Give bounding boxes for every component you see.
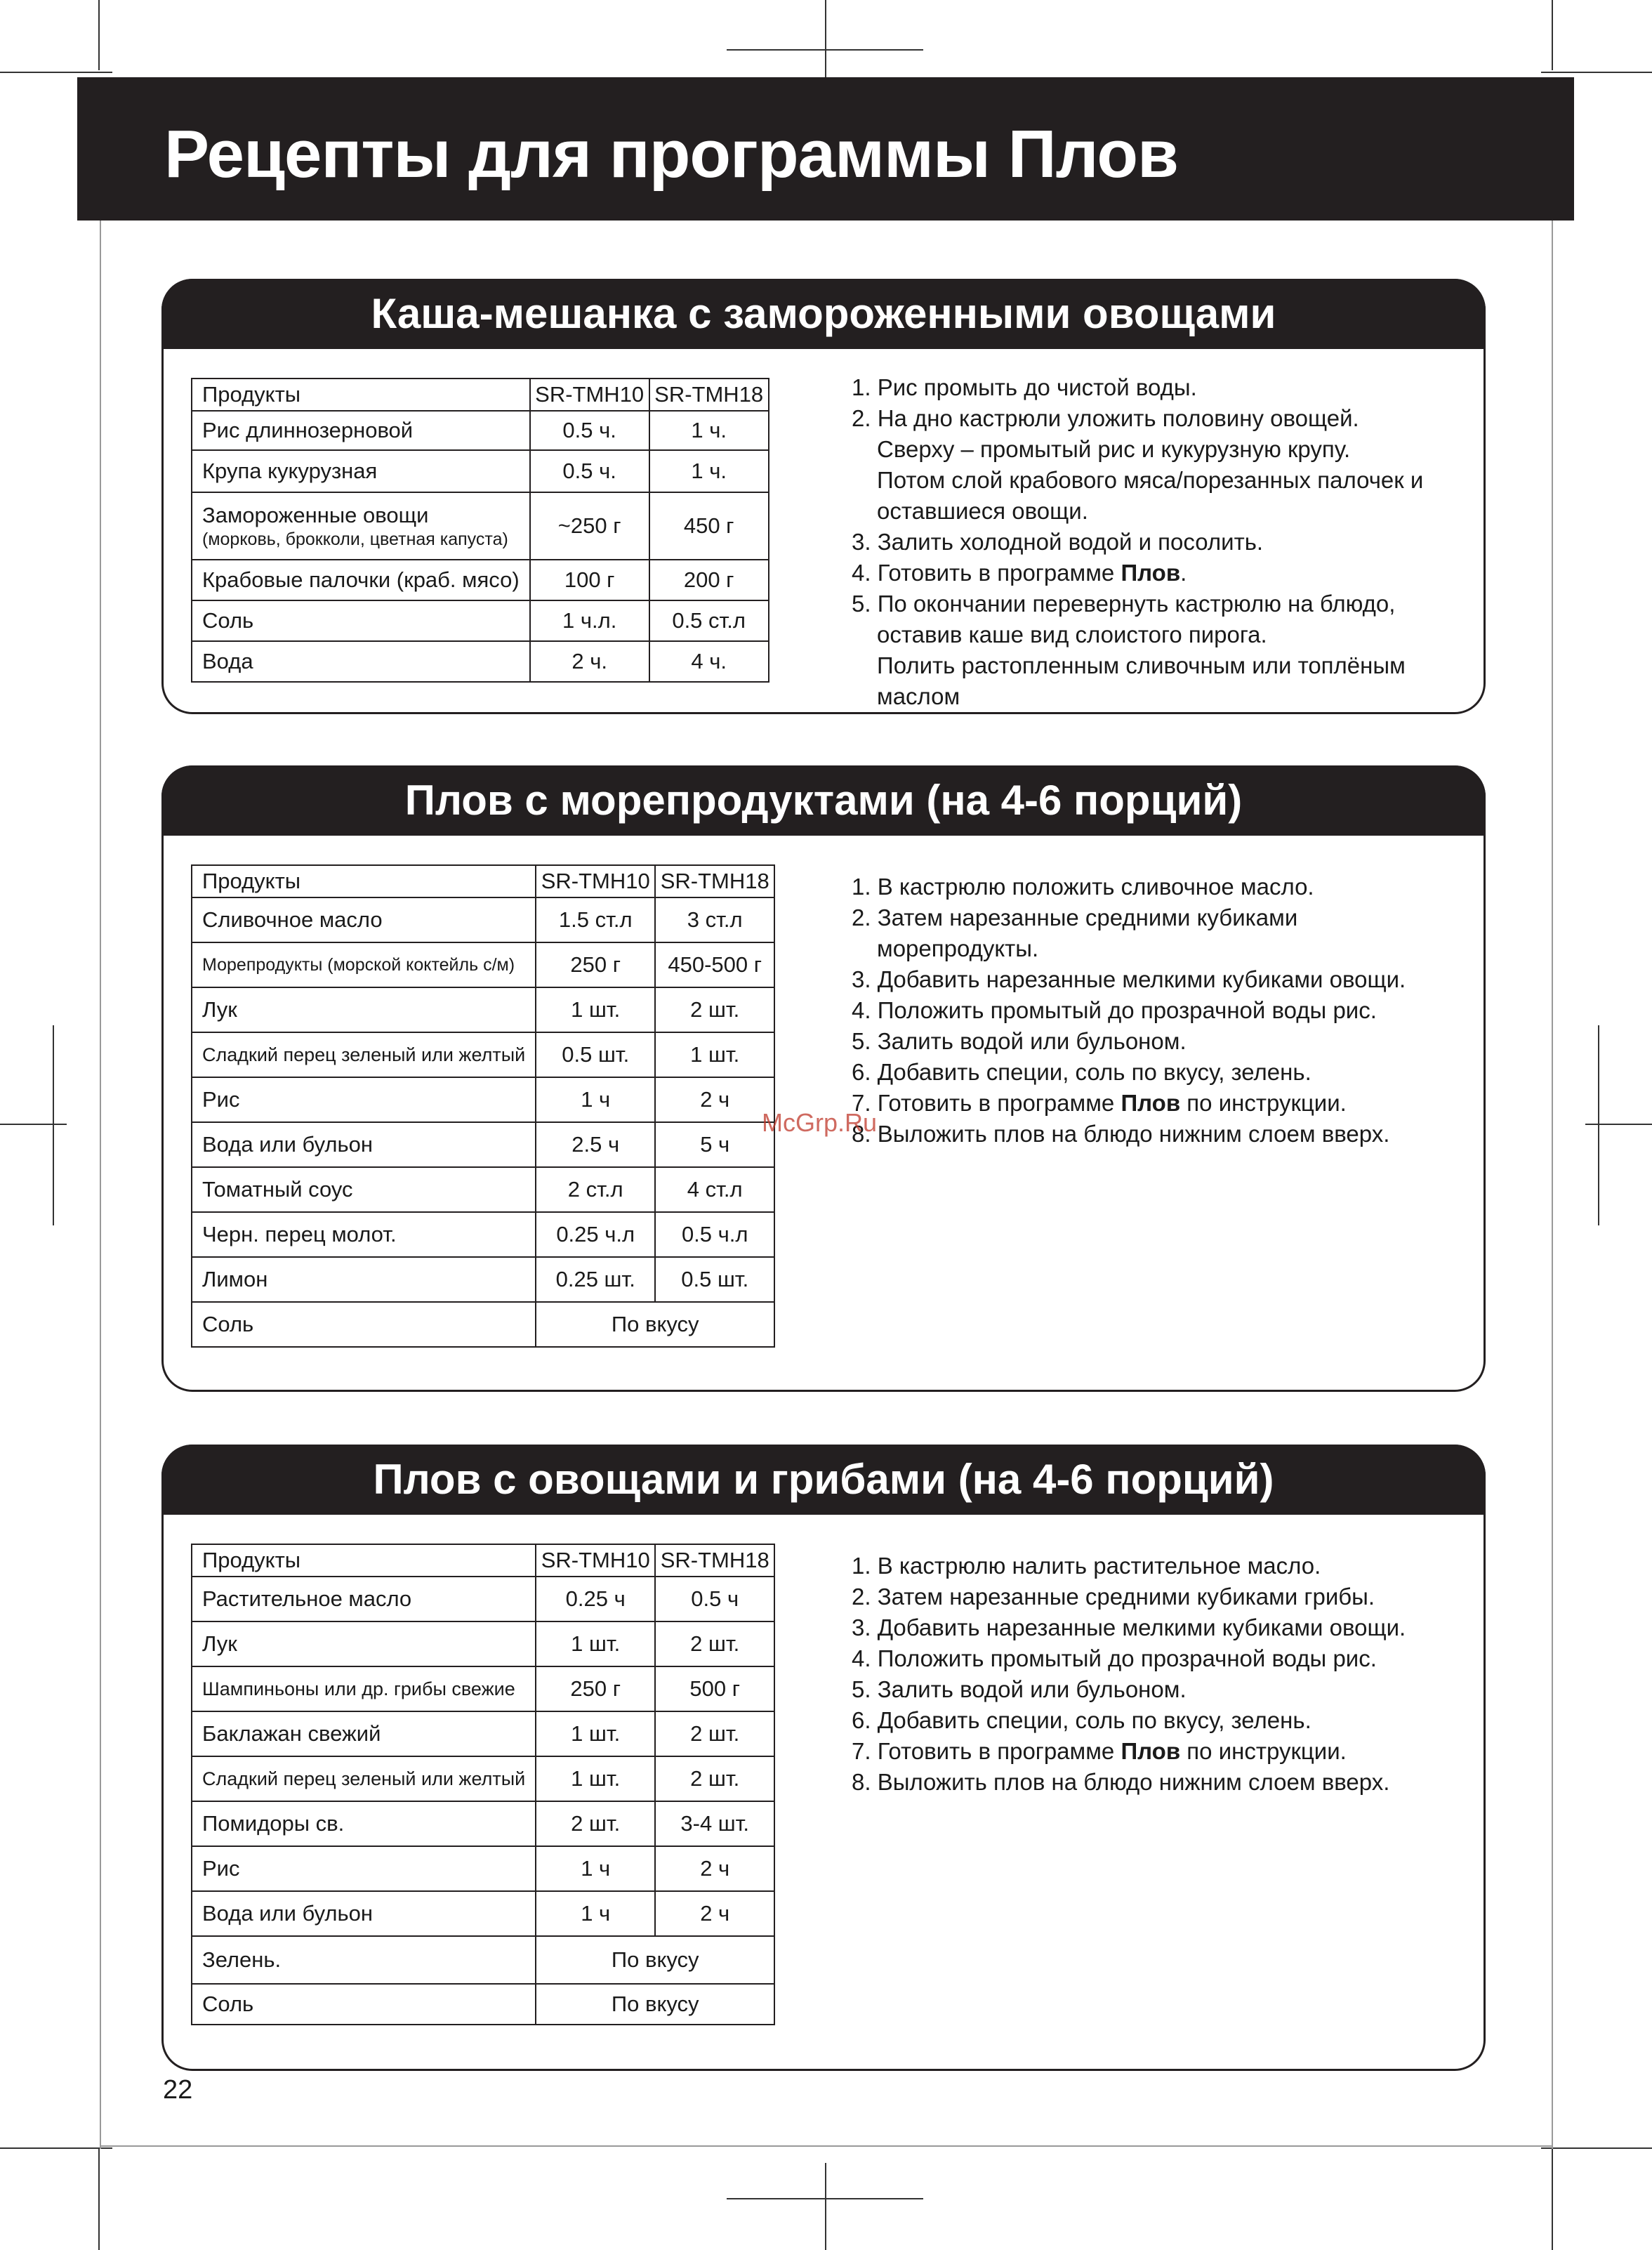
amount-tmh10: 0.25 ч [536,1577,655,1621]
amount-tmh10: 0.5 ч. [530,411,649,450]
ingredients-table [191,864,775,1348]
crop-mark [825,0,826,84]
amount-tmh18: 2 ч [655,1077,774,1122]
step-item: 3. Залить холодной водой и посолить. [852,529,1264,555]
column-header: SR-TMH10 [536,865,655,897]
table-row [192,987,774,1032]
amount-tmh18: 1 шт. [655,1032,774,1077]
ingredient-name: Сладкий перец зеленый или желтый [192,1032,536,1077]
table-row [192,1891,774,1936]
amount-tmh18: 3-4 шт. [655,1801,774,1846]
amount-tmh10: 100 г [530,560,649,600]
ingredient-name: Соль [192,1302,536,1347]
step-item: 2. Затем нарезанные средними кубиками грибы. [852,1584,1375,1610]
step-item: 8. Выложить плов на блюдо нижним слоем вверх. [852,1121,1390,1147]
step-item: 5. Залить водой или бульоном. [852,1028,1187,1054]
table-row [192,411,769,450]
ingredient-name: Сладкий перец зеленый или желтый [192,1756,536,1801]
ingredient-name: Лук [192,987,536,1032]
table-row [192,1936,774,1984]
table-row [192,1122,774,1167]
crop-mark [0,2147,112,2149]
page-frame [100,98,101,2149]
amount-tmh10: 2 ст.л [536,1167,655,1212]
crop-mark [1541,72,1652,73]
step-item: 2. Затем нарезанные средними кубиками морепродукты. [852,904,1298,961]
table-row [192,560,769,600]
ingredient-name: Растительное масло [192,1577,536,1621]
ingredient-name: Рис [192,1846,536,1891]
step-item: 6. Добавить специи, соль по вкусу, зелень. [852,1059,1311,1085]
recipe-steps [852,1551,1484,1798]
step-item: 1. В кастрюлю налить растительное масло. [852,1553,1321,1579]
amount-tmh10: 0.5 шт. [536,1032,655,1077]
amount-tmh18: 2 шт. [655,1711,774,1756]
amount-tmh18: 4 ст.л [655,1167,774,1212]
table-row [192,1032,774,1077]
amount-tmh18: 200 г [649,560,769,600]
amount-tmh18: 2 шт. [655,1621,774,1666]
step-item: 3. Добавить нарезанные мелкими кубиками овощи. [852,966,1406,992]
ingredients-table [191,378,769,683]
step-item: 4. Положить промытый до прозрачной воды рис. [852,997,1377,1023]
amount-tmh10: 1 шт. [536,1756,655,1801]
table-row [192,450,769,492]
recipe-steps [852,372,1484,712]
amount-tmh10: 0.5 ч. [530,450,649,492]
amount-both: По вкусу [536,1302,774,1347]
crop-mark [825,2163,826,2250]
table-row [192,942,774,987]
crop-mark [1585,1124,1652,1125]
step-item: 6. Добавить специи, соль по вкусу, зелень. [852,1707,1311,1733]
step-item: 7. Готовить в программе Плов по инструкции. [852,1738,1347,1764]
table-row [192,1711,774,1756]
amount-tmh10: 250 г [536,942,655,987]
table-row [192,1756,774,1801]
page-frame [1552,98,1553,2149]
table-row [192,1302,774,1347]
ingredient-name: Вода или бульон [192,1122,536,1167]
amount-tmh10: 2 шт. [536,1801,655,1846]
ingredients-table [191,1544,775,2025]
ingredient-name: Соль [192,1984,536,2025]
ingredient-name: Крабовые палочки (краб. мясо) [192,560,530,600]
ingredient-name: Вода или бульон [192,1891,536,1936]
amount-tmh10: 1 шт. [536,1711,655,1756]
ingredient-note: (морковь, брокколи, цветная капуста) [202,529,508,549]
step-item: 5. Залить водой или бульоном. [852,1676,1187,1702]
crop-mark [1552,0,1553,70]
table-row [192,1577,774,1621]
amount-tmh10: 1 шт. [536,1621,655,1666]
ingredient-name: Рис [192,1077,536,1122]
column-header: Продукты [192,379,530,411]
amount-tmh10: 2 ч. [530,641,649,682]
recipe-section-3 [161,1445,1486,2071]
amount-tmh18: 5 ч [655,1122,774,1167]
crop-mark [53,1025,54,1225]
step-item: 5. По окончании перевернуть кастрюлю на блюдо, оставив каше вид слоистого пирога. Полить растопленным сливочным или топлёным маслом [852,591,1406,709]
amount-tmh18: 2 шт. [655,1756,774,1801]
recipe-section-1 [161,279,1486,714]
ingredient-name: Вода [192,641,530,682]
watermark: McGrp.Ru [762,1108,878,1137]
crop-mark [1552,2149,1553,2250]
table-row [192,492,769,560]
table-row [192,1212,774,1257]
column-header: SR-TMH18 [655,865,774,897]
table-row [192,1621,774,1666]
ingredient-name: Замороженные овощи [202,503,429,528]
step-item: 1. В кастрюлю положить сливочное масло. [852,874,1314,900]
crop-mark [0,72,112,73]
ingredient-name: Баклажан свежий [192,1711,536,1756]
crop-mark [98,0,100,70]
ingredient-name: Шампиньоны или др. грибы свежие [192,1666,536,1711]
ingredient-name: Черн. перец молот. [192,1212,536,1257]
amount-tmh18: 2 ч [655,1891,774,1936]
step-item: 7. Готовить в программе Плов по инструкции. [852,1090,1347,1116]
column-header: SR-TMH10 [530,379,649,411]
amount-tmh18: 1 ч. [649,411,769,450]
amount-tmh18: 3 ст.л [655,897,774,942]
amount-tmh10: 2.5 ч [536,1122,655,1167]
section-title: Плов с овощами и грибами (на 4-6 порций) [161,1445,1486,1515]
amount-tmh10: 0.25 шт. [536,1257,655,1302]
amount-tmh18: 2 ч [655,1846,774,1891]
amount-tmh10: 1 ч [536,1077,655,1122]
amount-both: По вкусу [536,1936,774,1984]
amount-tmh10: 1 ч [536,1846,655,1891]
column-header: Продукты [192,865,536,897]
page-title: Рецепты для программы Плов [164,117,1179,192]
ingredient-name: Лук [192,1621,536,1666]
ingredient-name: Рис длиннозерновой [192,411,530,450]
step-item: 3. Добавить нарезанные мелкими кубиками овощи. [852,1614,1406,1640]
recipe-section-2 [161,765,1486,1392]
ingredient-name: Зелень. [192,1936,536,1984]
ingredient-name: Помидоры св. [192,1801,536,1846]
crop-mark [1598,1025,1599,1225]
amount-tmh18: 450-500 г [655,942,774,987]
table-row [192,1846,774,1891]
step-item: 8. Выложить плов на блюдо нижним слоем вверх. [852,1769,1390,1795]
section-title: Плов с морепродуктами (на 4-6 порций) [161,765,1486,836]
section-title: Каша-мешанка с замороженными овощами [161,279,1486,349]
table-row [192,1801,774,1846]
amount-tmh10: 1 ч [536,1891,655,1936]
ingredient-name: Крупа кукурузная [192,450,530,492]
recipe-steps [852,871,1484,1150]
step-item: 1. Рис промыть до чистой воды. [852,374,1197,400]
amount-tmh18: 1 ч. [649,450,769,492]
crop-mark [0,1124,67,1125]
table-row [192,641,769,682]
column-header: SR-TMH10 [536,1544,655,1577]
step-item: 2. На дно кастрюли уложить половину овощей. Сверху – промытый рис и кукурузную крупу. Потом слой крабового мяса/порезанных палочек и оставшиеся овощи. [852,405,1424,524]
amount-tmh18: 0.5 шт. [655,1257,774,1302]
column-header: SR-TMH18 [655,1544,774,1577]
amount-tmh18: 4 ч. [649,641,769,682]
crop-mark [98,2149,100,2250]
table-row [192,1257,774,1302]
amount-tmh10: 1 ч.л. [530,600,649,641]
table-row [192,1077,774,1122]
column-header: Продукты [192,1544,536,1577]
page-frame [100,2145,1553,2147]
amount-tmh18: 0.5 ч.л [655,1212,774,1257]
amount-tmh18: 500 г [655,1666,774,1711]
amount-tmh10: 1.5 ст.л [536,897,655,942]
crop-mark [727,49,923,51]
amount-both: По вкусу [536,1984,774,2025]
crop-mark [727,2198,923,2199]
amount-tmh10: 250 г [536,1666,655,1711]
crop-mark [1541,2147,1652,2149]
table-row [192,897,774,942]
ingredient-name-cell [192,492,530,560]
amount-tmh18: 450 г [649,492,769,560]
ingredient-name: Сливочное масло [192,897,536,942]
ingredient-name: Лимон [192,1257,536,1302]
amount-tmh10: 1 шт. [536,987,655,1032]
amount-tmh10: ~250 г [530,492,649,560]
ingredient-name: Соль [192,600,530,641]
ingredient-name: Томатный соус [192,1167,536,1212]
amount-tmh18: 2 шт. [655,987,774,1032]
column-header: SR-TMH18 [649,379,769,411]
step-item: 4. Готовить в программе Плов. [852,560,1187,586]
ingredient-name: Морепродукты (морской коктейль с/м) [192,942,536,987]
table-row [192,1666,774,1711]
amount-tmh10: 0.25 ч.л [536,1212,655,1257]
amount-tmh18: 0.5 ч [655,1577,774,1621]
table-row [192,600,769,641]
amount-tmh18: 0.5 ст.л [649,600,769,641]
table-row [192,1167,774,1212]
table-row [192,1984,774,2025]
page-number: 22 [163,2075,193,2105]
step-item: 4. Положить промытый до прозрачной воды рис. [852,1645,1377,1671]
